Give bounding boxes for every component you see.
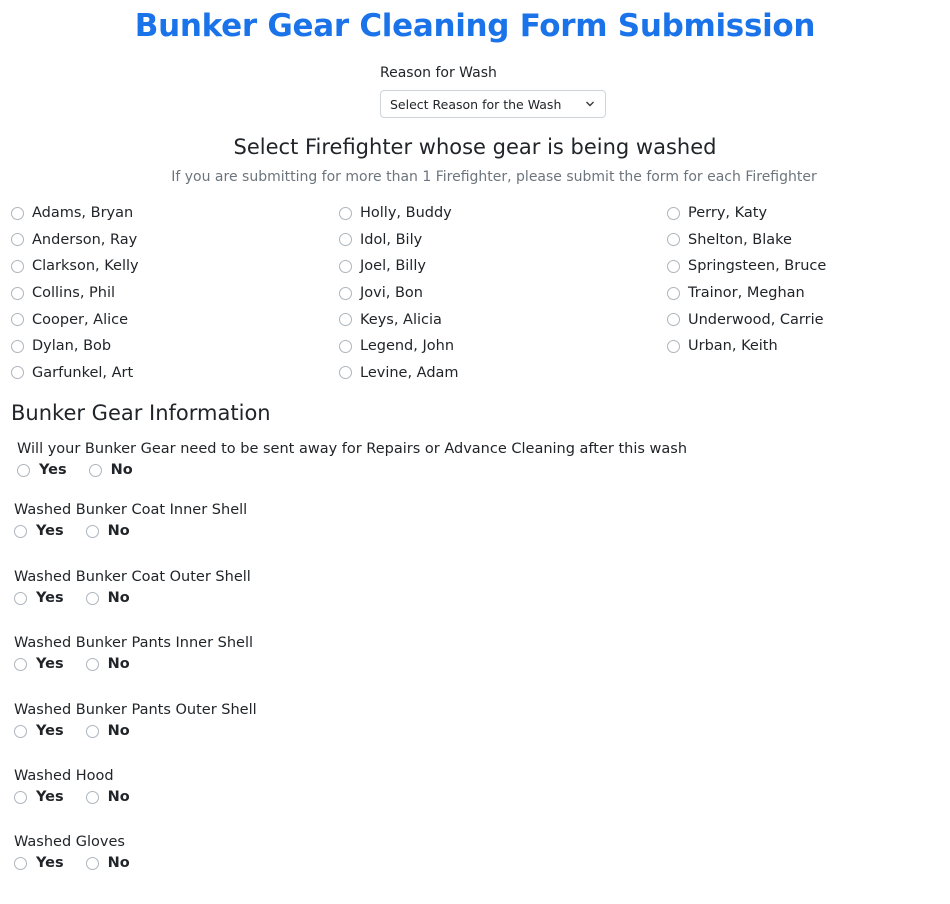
no-option[interactable]: [86, 656, 130, 672]
firefighter-name: Jovi, Bon: [360, 285, 423, 302]
firefighter-option[interactable]: [11, 360, 139, 387]
radio-button[interactable]: [11, 233, 24, 246]
radio-button[interactable]: [339, 313, 352, 326]
no-option[interactable]: [86, 855, 130, 871]
firefighter-option[interactable]: [667, 253, 826, 280]
firefighter-option[interactable]: [667, 227, 826, 254]
firefighter-name: Anderson, Ray: [32, 231, 138, 248]
firefighter-option[interactable]: [11, 280, 139, 307]
question-hood-label: Washed Hood: [14, 768, 114, 784]
yes-option[interactable]: [17, 462, 67, 478]
radio-button[interactable]: [667, 260, 680, 273]
firefighter-option[interactable]: [11, 227, 139, 254]
radio-button[interactable]: [667, 207, 680, 220]
firefighter-option[interactable]: [11, 253, 139, 280]
radio-button[interactable]: [339, 340, 352, 353]
yes-label: Yes: [36, 590, 64, 606]
no-option[interactable]: [86, 723, 130, 739]
reason-label: Reason for Wash: [380, 65, 497, 81]
radio-button[interactable]: [11, 207, 24, 220]
gear-heading: Bunker Gear Information: [11, 401, 271, 425]
radio-button[interactable]: [339, 366, 352, 379]
radio-button[interactable]: [339, 287, 352, 300]
firefighter-name: Garfunkel, Art: [32, 364, 134, 381]
radio-button[interactable]: [14, 592, 27, 605]
question-pants-inner-label: Washed Bunker Pants Inner Shell: [14, 635, 254, 651]
question-hood-options: [14, 789, 130, 805]
no-option[interactable]: [86, 590, 130, 606]
no-option[interactable]: [86, 523, 130, 539]
yes-option[interactable]: [14, 855, 64, 871]
radio-button[interactable]: [86, 725, 99, 738]
yes-label: Yes: [36, 523, 64, 539]
radio-button[interactable]: [339, 207, 352, 220]
radio-button[interactable]: [14, 658, 27, 671]
radio-button[interactable]: [339, 233, 352, 246]
yes-label: Yes: [39, 462, 67, 478]
firefighter-option[interactable]: [339, 306, 459, 333]
firefighter-option[interactable]: [667, 200, 826, 227]
firefighter-name: Idol, Bily: [360, 231, 423, 248]
firefighter-option[interactable]: [667, 280, 826, 307]
firefighter-name: Springsteen, Bruce: [688, 258, 827, 275]
firefighter-name: Cooper, Alice: [32, 311, 129, 328]
no-label: No: [107, 656, 130, 672]
radio-button[interactable]: [11, 313, 24, 326]
firefighter-name: Joel, Billy: [360, 258, 426, 275]
firefighter-name: Underwood, Carrie: [688, 311, 824, 328]
radio-button[interactable]: [89, 464, 102, 477]
no-label: No: [107, 590, 130, 606]
firefighter-option[interactable]: [339, 227, 459, 254]
firefighter-option[interactable]: [339, 200, 459, 227]
question-pants-outer-options: [14, 723, 130, 739]
firefighter-option[interactable]: [667, 306, 826, 333]
no-label: No: [107, 523, 130, 539]
firefighter-name: Collins, Phil: [32, 285, 116, 302]
firefighter-column-3: [667, 200, 826, 360]
firefighter-name: Perry, Katy: [688, 205, 768, 222]
question-coat-outer-options: [14, 590, 130, 606]
firefighter-name: Keys, Alicia: [360, 311, 442, 328]
firefighter-column-2: [339, 200, 459, 386]
firefighter-option[interactable]: [339, 280, 459, 307]
no-option[interactable]: [89, 462, 133, 478]
no-label: No: [107, 789, 130, 805]
question-pants-inner-options: [14, 656, 130, 672]
question-repairs-options: [17, 462, 133, 478]
yes-option[interactable]: [14, 590, 64, 606]
firefighter-name: Adams, Bryan: [32, 205, 134, 222]
yes-label: Yes: [36, 789, 64, 805]
radio-button[interactable]: [667, 233, 680, 246]
radio-button[interactable]: [667, 287, 680, 300]
radio-button[interactable]: [86, 857, 99, 870]
radio-button[interactable]: [11, 287, 24, 300]
firefighter-name: Dylan, Bob: [32, 338, 112, 355]
reason-select[interactable]: [380, 90, 606, 118]
firefighter-option[interactable]: [11, 333, 139, 360]
radio-button[interactable]: [11, 366, 24, 379]
question-coat-outer-label: Washed Bunker Coat Outer Shell: [14, 569, 251, 585]
firefighter-name: Clarkson, Kelly: [32, 258, 139, 275]
radio-button[interactable]: [667, 313, 680, 326]
yes-option[interactable]: [14, 656, 64, 672]
yes-label: Yes: [36, 723, 64, 739]
firefighter-name: Urban, Keith: [688, 338, 778, 355]
radio-button[interactable]: [667, 340, 680, 353]
radio-button[interactable]: [11, 260, 24, 273]
radio-button[interactable]: [11, 340, 24, 353]
yes-option[interactable]: [14, 523, 64, 539]
firefighter-option[interactable]: [11, 306, 139, 333]
radio-button[interactable]: [14, 791, 27, 804]
firefighter-column-1: [11, 200, 139, 386]
firefighter-option[interactable]: [339, 333, 459, 360]
yes-label: Yes: [36, 855, 64, 871]
radio-button[interactable]: [14, 525, 27, 538]
firefighter-name: Levine, Adam: [360, 364, 459, 381]
radio-button[interactable]: [86, 525, 99, 538]
radio-button[interactable]: [86, 791, 99, 804]
firefighter-option[interactable]: [339, 360, 459, 387]
firefighter-name: Holly, Buddy: [360, 205, 452, 222]
reason-select-value: Select Reason for the Wash: [390, 96, 562, 112]
question-repairs-label: Will your Bunker Gear need to be sent away for Repairs or Advance Cleaning after this wash: [17, 441, 688, 457]
radio-button[interactable]: [339, 260, 352, 273]
firefighter-name: Trainor, Meghan: [688, 285, 805, 302]
chevron-down-icon: [585, 99, 595, 109]
firefighter-option[interactable]: [667, 333, 826, 360]
question-pants-outer-label: Washed Bunker Pants Outer Shell: [14, 702, 257, 718]
no-label: No: [107, 855, 130, 871]
radio-button[interactable]: [86, 658, 99, 671]
radio-button[interactable]: [14, 725, 27, 738]
firefighter-subtext: If you are submitting for more than 1 Firefighter, please submit the form for each Firefighter: [171, 169, 817, 185]
yes-option[interactable]: [14, 789, 64, 805]
no-option[interactable]: [86, 789, 130, 805]
no-label: No: [107, 723, 130, 739]
question-coat-inner-label: Washed Bunker Coat Inner Shell: [14, 502, 248, 518]
yes-option[interactable]: [14, 723, 64, 739]
yes-label: Yes: [36, 656, 64, 672]
firefighter-heading: Select Firefighter whose gear is being washed: [233, 135, 717, 159]
question-coat-inner-options: [14, 523, 130, 539]
firefighter-name: Shelton, Blake: [688, 231, 792, 248]
radio-button[interactable]: [17, 464, 30, 477]
question-gloves-label: Washed Gloves: [14, 834, 125, 850]
page-title: Bunker Gear Cleaning Form Submission: [134, 8, 816, 44]
firefighter-name: Legend, John: [360, 338, 455, 355]
radio-button[interactable]: [86, 592, 99, 605]
no-label: No: [110, 462, 133, 478]
firefighter-option[interactable]: [339, 253, 459, 280]
question-gloves-options: [14, 855, 130, 871]
radio-button[interactable]: [14, 857, 27, 870]
firefighter-option[interactable]: [11, 200, 139, 227]
